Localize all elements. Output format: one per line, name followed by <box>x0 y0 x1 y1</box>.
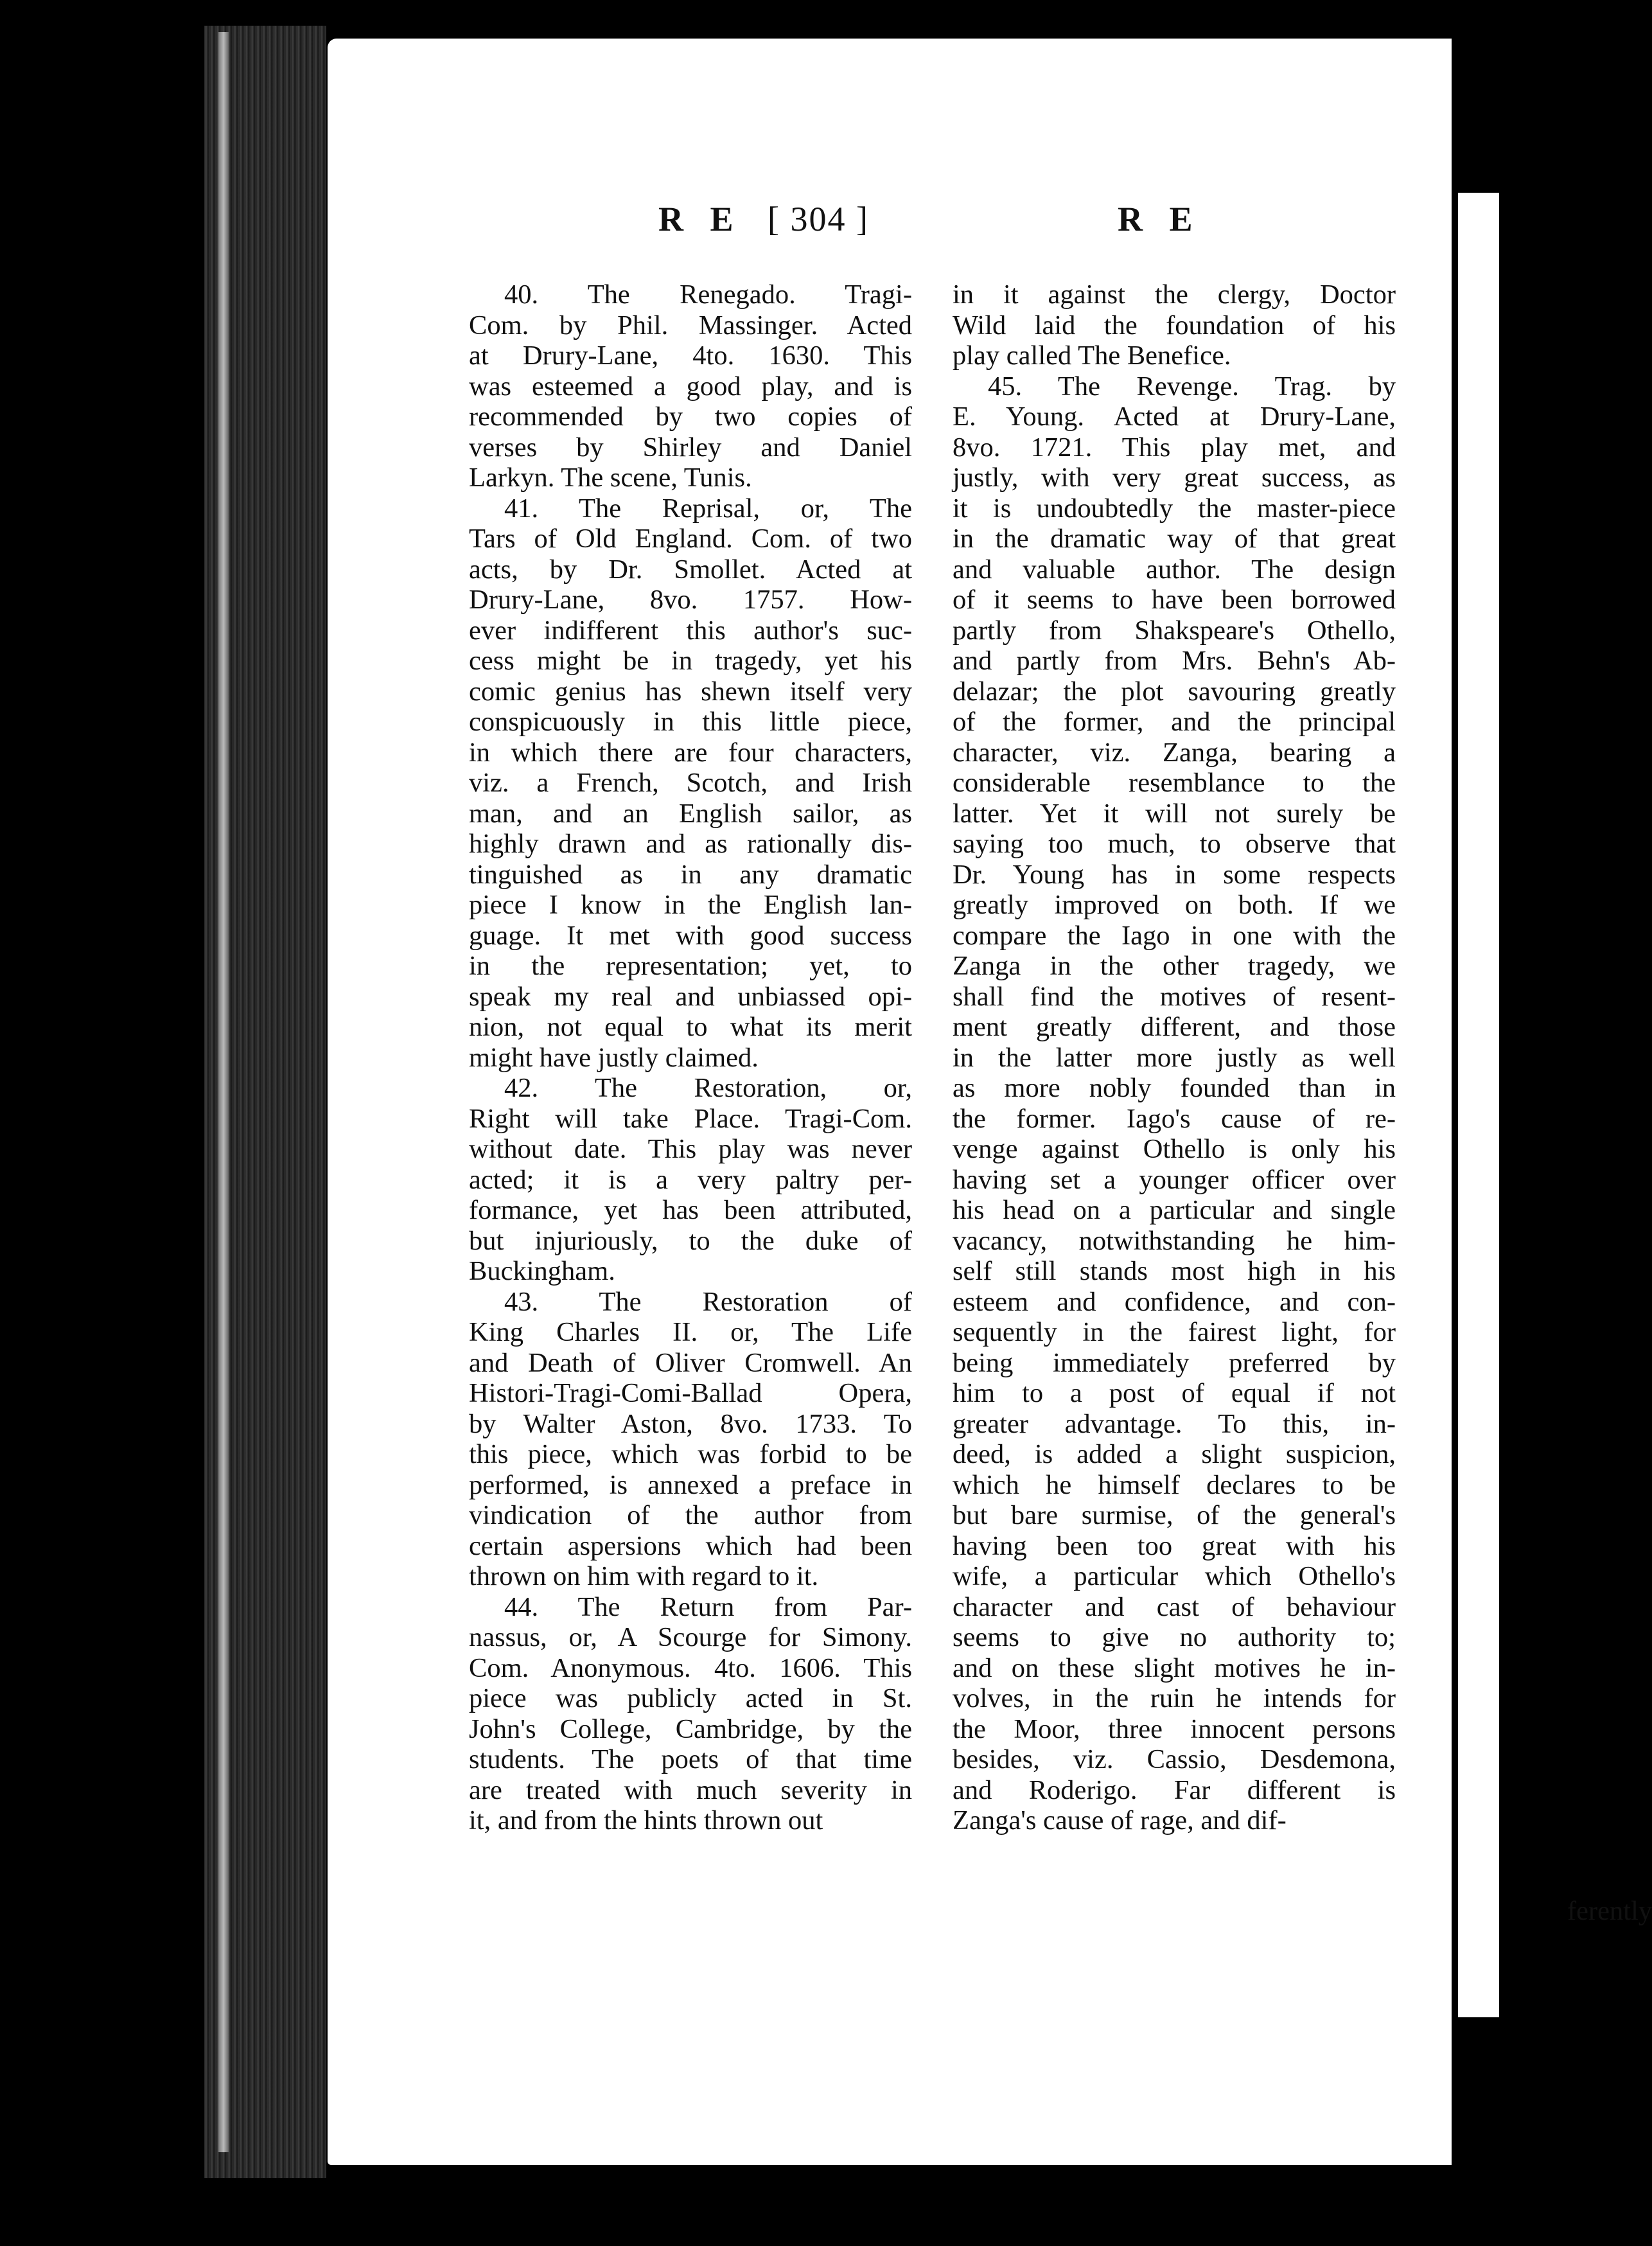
text-line: comic genius has shewn itself very <box>469 676 912 707</box>
text-line: of it seems to have been borrowed <box>953 585 1396 615</box>
text-line: and Death of Oliver Cromwell. An <box>469 1347 912 1378</box>
text-line: Larkyn. The scene, Tunis. <box>469 463 752 493</box>
text-line: 43. The Restoration of <box>504 1286 912 1317</box>
text-line: Buckingham. <box>469 1256 615 1286</box>
text-line: in the latter more justly as well <box>953 1042 1396 1073</box>
text-line: compare the Iago in one with the <box>953 920 1396 951</box>
text-line: Tars of Old England. Com. of two <box>469 524 912 554</box>
text-line: conspicuously in this little piece, <box>469 707 912 737</box>
text-line: at Drury-Lane, 4to. 1630. This <box>469 340 912 371</box>
text-line: greater advantage. To this, in- <box>953 1408 1396 1439</box>
text-line: vacancy, notwithstanding he him- <box>953 1225 1396 1256</box>
text-line: having set a younger officer over <box>953 1164 1396 1195</box>
text-line: might have justly claimed. <box>469 1042 759 1073</box>
text-line: which he himself declares to be <box>953 1469 1396 1500</box>
text-line: piece I know in the English lan- <box>469 890 912 920</box>
text-line: viz. a French, Scotch, and Irish <box>469 768 912 798</box>
text-line: Right will take Place. Tragi-Com. <box>469 1103 912 1134</box>
text-line: considerable resemblance to the <box>953 768 1396 798</box>
text-line: play called The Benefice. <box>953 340 1231 371</box>
text-line: in the dramatic way of that great <box>953 524 1396 554</box>
text-line: volves, in the ruin he intends for <box>953 1683 1396 1713</box>
right-column <box>953 279 1396 1836</box>
text-line: saying too much, to observe that <box>953 829 1396 859</box>
text-line: in which there are four characters, <box>469 737 912 768</box>
text-line: acted; it is a very paltry per- <box>469 1164 912 1195</box>
text-line: seems to give no authority to; <box>953 1622 1396 1652</box>
page-header <box>328 199 1452 251</box>
text-line: and on these slight motives he in- <box>953 1652 1396 1683</box>
text-line: formance, yet has been attributed, <box>469 1195 912 1225</box>
text-line: students. The poets of that time <box>469 1744 912 1774</box>
book-page <box>328 39 1652 2165</box>
text-line: the former. Iago's cause of re- <box>953 1103 1396 1134</box>
book-page-edge-highlight <box>218 32 229 2152</box>
text-line: it is undoubtedly the master-piece <box>953 493 1396 524</box>
text-line: ment greatly different, and those <box>953 1012 1396 1042</box>
text-line: acts, by Dr. Smollet. Acted at <box>469 554 912 585</box>
text-line: John's College, Cambridge, by the <box>469 1713 912 1744</box>
text-line: verses by Shirley and Daniel <box>469 432 912 463</box>
text-line: certain aspersions which had been <box>469 1530 912 1561</box>
text-line: Drury-Lane, 8vo. 1757. How- <box>469 585 912 615</box>
text-line: E. Young. Acted at Drury-Lane, <box>953 402 1396 432</box>
text-line: 44. The Return from Par- <box>504 1591 912 1622</box>
text-line: wife, a particular which Othello's <box>953 1561 1396 1591</box>
text-line: 42. The Restoration, or, <box>504 1073 912 1103</box>
text-line: having been too great with his <box>953 1530 1396 1561</box>
text-line: the Moor, three innocent persons <box>953 1713 1396 1744</box>
text-line: in it against the clergy, Doctor <box>953 279 1396 310</box>
text-line: Zanga's cause of rage, and dif- <box>953 1805 1287 1835</box>
text-line: it, and from the hints thrown out <box>469 1805 823 1835</box>
text-line: performed, is annexed a preface in <box>469 1469 912 1500</box>
text-line: 8vo. 1721. This play met, and <box>953 432 1396 463</box>
text-line: without date. This play was never <box>469 1134 912 1164</box>
text-line: 40. The Renegado. Tragi- <box>504 279 912 310</box>
text-line: partly from Shakspeare's Othello, <box>953 615 1396 646</box>
text-line: Com. Anonymous. 4to. 1606. This <box>469 1652 912 1683</box>
text-line: and partly from Mrs. Behn's Ab- <box>953 646 1396 676</box>
text-line: in the representation; yet, to <box>469 951 912 981</box>
running-head-left: R E <box>658 200 743 238</box>
text-line: thrown on him with regard to it. <box>469 1561 819 1591</box>
text-line: recommended by two copies of <box>469 402 912 432</box>
text-line: this piece, which was forbid to be <box>469 1439 912 1469</box>
text-line: King Charles II. or, The Life <box>469 1317 912 1347</box>
text-line: nion, not equal to what its merit <box>469 1012 912 1042</box>
text-line: Dr. Young has in some respects <box>953 859 1396 890</box>
text-line: cess might be in tragedy, yet his <box>469 646 912 676</box>
text-line: by Walter Aston, 8vo. 1733. To <box>469 1408 912 1439</box>
text-line: highly drawn and as rationally dis- <box>469 829 912 859</box>
text-line: piece was publicly acted in St. <box>469 1683 912 1713</box>
text-line: character and cast of behaviour <box>953 1591 1396 1622</box>
text-line: justly, with very great success, as <box>953 463 1396 493</box>
text-line: and Roderigo. Far different is <box>953 1774 1396 1805</box>
text-line: ever indifferent this author's suc- <box>469 615 912 646</box>
text-line: of the former, and the principal <box>953 707 1396 737</box>
text-line: and valuable author. The design <box>953 554 1396 585</box>
text-line: Com. by Phil. Massinger. Acted <box>469 310 912 340</box>
text-line: sequently in the fairest light, for <box>953 1317 1396 1347</box>
text-line: latter. Yet it will not surely be <box>953 798 1396 829</box>
text-line: esteem and confidence, and con- <box>953 1286 1396 1317</box>
text-line: deed, is added a slight suspicion, <box>953 1439 1396 1469</box>
text-line: character, viz. Zanga, bearing a <box>953 737 1396 768</box>
text-line: Zanga in the other tragedy, we <box>953 951 1396 981</box>
facing-page-edge <box>1458 193 1499 2017</box>
text-line: nassus, or, A Scourge for Simony. <box>469 1622 912 1652</box>
text-line: as more nobly founded than in <box>953 1073 1396 1103</box>
text-line: was esteemed a good play, and is <box>469 371 912 402</box>
catchword: ferently <box>1567 1896 1652 1926</box>
page-number: [ 304 ] <box>768 200 869 238</box>
running-head-right: R E <box>1118 200 1202 238</box>
text-line: greatly improved on both. If we <box>953 890 1396 920</box>
text-line: but injuriously, to the duke of <box>469 1225 912 1256</box>
text-line: venge against Othello is only his <box>953 1134 1396 1164</box>
text-line: 45. The Revenge. Trag. by <box>988 371 1396 402</box>
text-line: vindication of the author from <box>469 1500 912 1530</box>
text-line: besides, viz. Cassio, Desdemona, <box>953 1744 1396 1774</box>
text-line: are treated with much severity in <box>469 1774 912 1805</box>
text-line: Wild laid the foundation of his <box>953 310 1396 340</box>
text-line: being immediately preferred by <box>953 1347 1396 1378</box>
text-line: tinguished as in any dramatic <box>469 859 912 890</box>
text-line: self still stands most high in his <box>953 1256 1396 1286</box>
text-line: delazar; the plot savouring greatly <box>953 676 1396 707</box>
left-column <box>469 279 912 1836</box>
text-line: speak my real and unbiassed opi- <box>469 981 912 1012</box>
text-line: guage. It met with good success <box>469 920 912 951</box>
text-line: but bare surmise, of the general's <box>953 1500 1396 1530</box>
text-line: 41. The Reprisal, or, The <box>504 493 912 524</box>
text-line: Histori-Tragi-Comi-Ballad Opera, <box>469 1378 912 1408</box>
text-line: shall find the motives of resent- <box>953 981 1396 1012</box>
text-line: man, and an English sailor, as <box>469 798 912 829</box>
text-line: his head on a particular and single <box>953 1195 1396 1225</box>
text-line: him to a post of equal if not <box>953 1378 1396 1408</box>
